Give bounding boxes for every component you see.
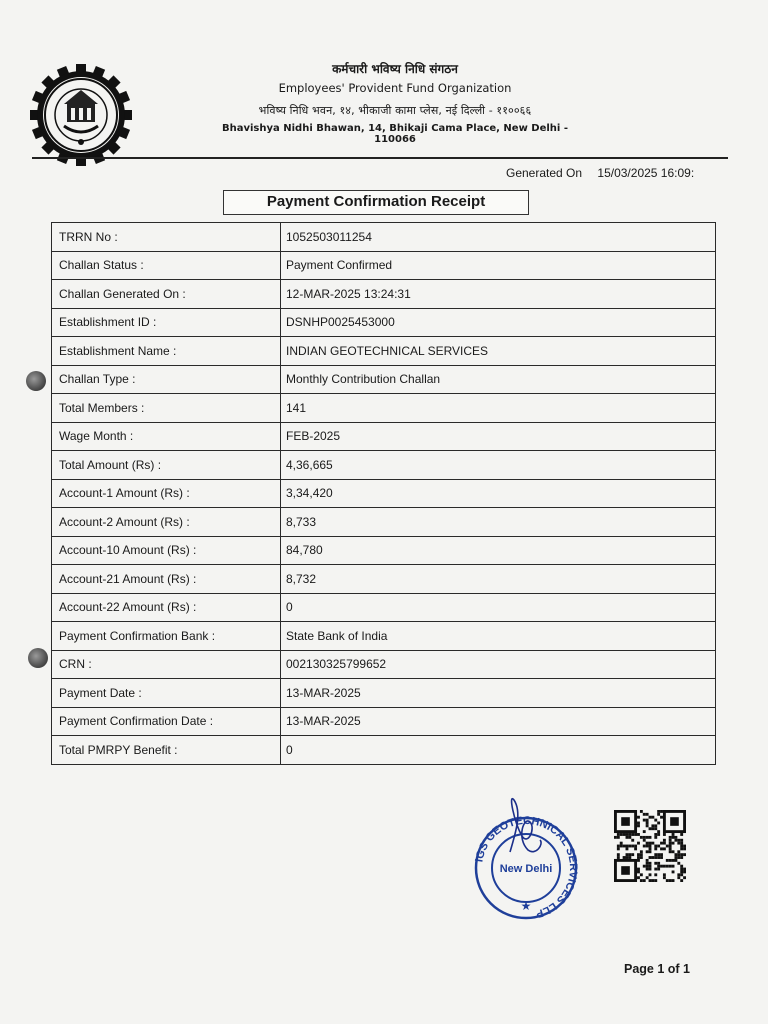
table-row xyxy=(52,422,716,451)
table-row xyxy=(52,650,716,679)
row-label: Total Amount (Rs) : xyxy=(52,451,281,480)
row-label: Challan Generated On : xyxy=(52,280,281,309)
row-value: 141 xyxy=(281,394,716,423)
row-value: DSNHP0025453000 xyxy=(281,308,716,337)
epfo-emblem-icon xyxy=(26,60,136,170)
receipt-details-table xyxy=(51,222,716,765)
page-number: Page 1 of 1 xyxy=(624,962,690,976)
table-row xyxy=(52,451,716,480)
organization-header xyxy=(205,60,585,145)
generated-on-value: 15/03/2025 16:09: xyxy=(597,166,695,180)
receipt-title: Payment Confirmation Receipt xyxy=(223,190,529,215)
punch-hole-icon xyxy=(28,648,48,668)
row-value: 0 xyxy=(281,593,716,622)
table-row xyxy=(52,679,716,708)
seal-ring-text: IGS GEOTECHNICAL SERVICES LLP xyxy=(473,814,580,920)
row-value: Payment Confirmed xyxy=(281,251,716,280)
row-label: Account-21 Amount (Rs) : xyxy=(52,565,281,594)
table-row xyxy=(52,593,716,622)
row-label: Total Members : xyxy=(52,394,281,423)
table-row xyxy=(52,280,716,309)
row-label: Payment Confirmation Date : xyxy=(52,707,281,736)
row-value: 002130325799652 xyxy=(281,650,716,679)
row-label: CRN : xyxy=(52,650,281,679)
row-value: State Bank of India xyxy=(281,622,716,651)
generated-on-label: Generated On xyxy=(506,166,583,180)
table-row xyxy=(52,707,716,736)
row-label: Wage Month : xyxy=(52,422,281,451)
row-label: TRRN No : xyxy=(52,223,281,252)
row-label: Payment Confirmation Bank : xyxy=(52,622,281,651)
table-row xyxy=(52,622,716,651)
punch-hole-icon xyxy=(26,371,46,391)
row-value: INDIAN GEOTECHNICAL SERVICES xyxy=(281,337,716,366)
row-label: Account-10 Amount (Rs) : xyxy=(52,536,281,565)
org-name-hindi: कर्मचारी भविष्य निधि संगठन xyxy=(332,62,458,76)
row-value: FEB-2025 xyxy=(281,422,716,451)
row-value: Monthly Contribution Challan xyxy=(281,365,716,394)
row-value: 13-MAR-2025 xyxy=(281,707,716,736)
company-seal-stamp-icon xyxy=(470,792,582,920)
generated-on xyxy=(506,166,694,180)
row-label: Account-22 Amount (Rs) : xyxy=(52,593,281,622)
row-value: 0 xyxy=(281,736,716,765)
row-value: 12-MAR-2025 13:24:31 xyxy=(281,280,716,309)
table-row xyxy=(52,251,716,280)
row-label: Challan Type : xyxy=(52,365,281,394)
table-row xyxy=(52,479,716,508)
row-label: Challan Status : xyxy=(52,251,281,280)
svg-text:★: ★ xyxy=(520,899,532,913)
table-row xyxy=(52,394,716,423)
org-name-english: Employees' Provident Fund Organization xyxy=(278,81,512,95)
row-label: Payment Date : xyxy=(52,679,281,708)
row-value: 1052503011254 xyxy=(281,223,716,252)
org-address-hindi: भविष्य निधि भवन, १४, भीकाजी कामा प्लेस, नई दिल्ली - ११००६६ xyxy=(258,104,532,117)
org-address-english: Bhavishya Nidhi Bhawan, 14, Bhikaji Cama Place, New Delhi - 110066 xyxy=(221,123,568,145)
table-row xyxy=(52,365,716,394)
row-label: Account-2 Amount (Rs) : xyxy=(52,508,281,537)
table-row xyxy=(52,337,716,366)
table-row xyxy=(52,565,716,594)
seal-center-text: New Delhi xyxy=(499,863,553,875)
row-value: 84,780 xyxy=(281,536,716,565)
row-label: Establishment Name : xyxy=(52,337,281,366)
table-row xyxy=(52,508,716,537)
row-label: Establishment ID : xyxy=(52,308,281,337)
table-row xyxy=(52,536,716,565)
table-row xyxy=(52,223,716,252)
row-label: Account-1 Amount (Rs) : xyxy=(52,479,281,508)
row-label: Total PMRPY Benefit : xyxy=(52,736,281,765)
row-value: 4,36,665 xyxy=(281,451,716,480)
row-value: 13-MAR-2025 xyxy=(281,679,716,708)
qr-code-icon xyxy=(611,810,689,882)
row-value: 3,34,420 xyxy=(281,479,716,508)
row-value: 8,732 xyxy=(281,565,716,594)
table-row xyxy=(52,736,716,765)
header-divider xyxy=(32,157,728,159)
table-row xyxy=(52,308,716,337)
row-value: 8,733 xyxy=(281,508,716,537)
